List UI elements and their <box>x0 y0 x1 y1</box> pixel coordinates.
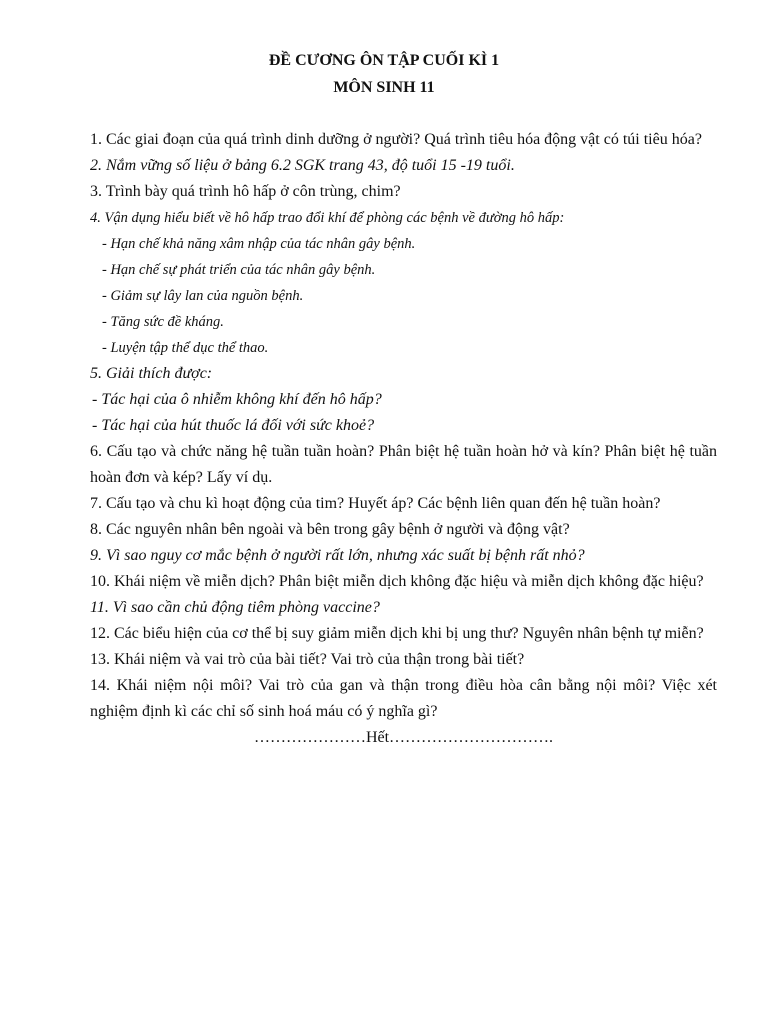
question-7: 7. Cấu tạo và chu kì hoạt động của tim? Huyết áp? Các bệnh liên quan đến hệ tuần hoàn? <box>90 495 661 512</box>
question-6: 6. Cấu tạo và chức năng hệ tuần tuần hoàn? Phân biệt hệ tuần hoàn hở và kín? Phân biệt hệ tuần hoàn đơn và kép? Lấy ví dụ. <box>90 443 717 486</box>
question-10: 10. Khái niệm về miễn dịch? Phân biệt miễn dịch không đặc hiệu và miễn dịch không đặc hiệu? <box>90 573 704 590</box>
question-1: 1. Các giai đoạn của quá trình dinh dưỡng ở người? Quá trình tiêu hóa động vật có túi tiêu hóa? <box>90 131 702 148</box>
question-5-sub-1: - Tác hại của ô nhiễm không khí đến hô hấp? <box>92 391 382 408</box>
question-4-sub-3: - Giảm sự lây lan của nguồn bệnh. <box>102 288 304 304</box>
question-14: 14. Khái niệm nội môi? Vai trò của gan và thận trong điều hòa cân bằng nội môi? Việc xét nghiệm định kì các chỉ số sinh hoá máu có ý nghĩa gì? <box>90 677 717 720</box>
end-marker: …………………Hết…………………………. <box>253 729 554 746</box>
question-9: 9. Vì sao nguy cơ mắc bệnh ở người rất lớn, nhưng xác suất bị bệnh rất nhỏ? <box>90 547 585 564</box>
question-list <box>90 127 717 751</box>
question-12: 12. Các biểu hiện của cơ thể bị suy giảm miễn dịch khi bị ung thư? Nguyên nhân bệnh tự miễn? <box>90 625 704 642</box>
question-11: 11. Vì sao cần chủ động tiêm phòng vaccine? <box>90 599 380 616</box>
question-5: 5. Giải thích được: <box>90 365 213 382</box>
document-subtitle: MÔN SINH 11 <box>333 79 435 96</box>
question-3: 3. Trình bày quá trình hô hấp ở côn trùng, chim? <box>90 183 401 200</box>
question-4-sub-1: - Hạn chế khả năng xâm nhập của tác nhân gây bệnh. <box>102 236 416 252</box>
question-4: 4. Vận dụng hiểu biết về hô hấp trao đổi khí để phòng các bệnh về đường hô hấp: <box>90 210 565 226</box>
question-4-sub-4: - Tăng sức đề kháng. <box>102 314 224 330</box>
question-8: 8. Các nguyên nhân bên ngoài và bên trong gây bệnh ở người và động vật? <box>90 521 570 538</box>
question-4-sub-5: - Luyện tập thể dục thể thao. <box>102 340 269 356</box>
document-title: ĐỀ CƯƠNG ÔN TẬP CUỐI KÌ 1 <box>268 52 500 69</box>
question-13: 13. Khái niệm và vai trò của bài tiết? Vai trò của thận trong bài tiết? <box>90 651 525 668</box>
question-5-sub-2: - Tác hại của hút thuốc lá đối với sức khoẻ? <box>92 417 375 434</box>
question-4-sub-2: - Hạn chế sự phát triển của tác nhân gây bệnh. <box>102 262 376 278</box>
question-2: 2. Nắm vững số liệu ở bảng 6.2 SGK trang 43, độ tuổi 15 -19 tuổi. <box>90 157 515 174</box>
